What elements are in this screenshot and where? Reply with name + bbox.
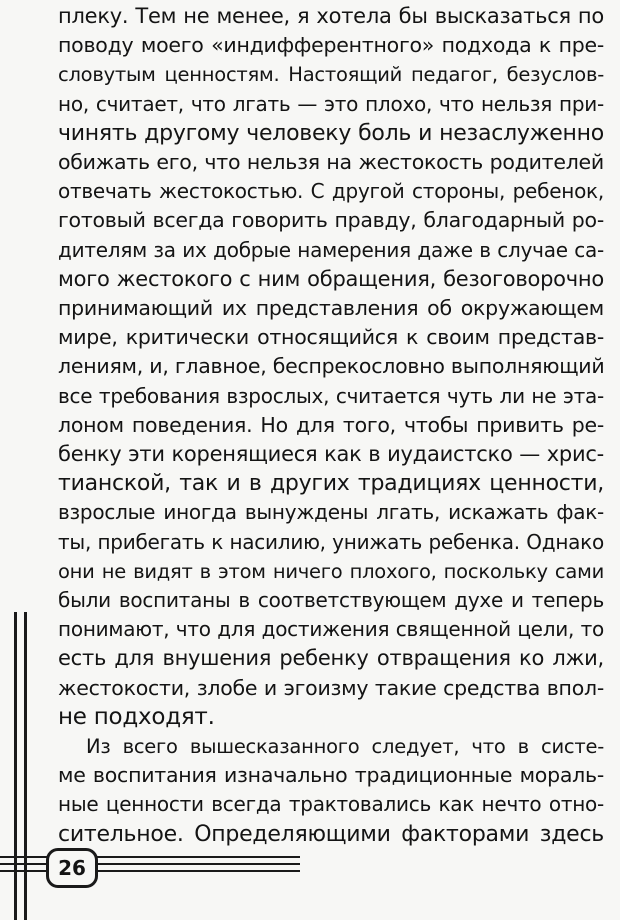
horizontal-rule xyxy=(0,870,300,872)
text-line: мого жестокого с ним обращения, безоговорочно xyxy=(58,266,604,291)
horizontal-rule xyxy=(0,856,300,858)
text-line: дителям за их добрые намерения даже в случае са- xyxy=(58,237,604,262)
text-line: есть для внушения ребенку отвращения ко лжи, xyxy=(58,646,604,671)
text-line: чинять другому человеку боль и незаслуженно xyxy=(58,120,604,146)
page-number: 26 xyxy=(58,856,86,880)
paragraph-1 xyxy=(58,2,604,732)
text-line: лениям, и, главное, беспрекословно выполняющий xyxy=(58,354,604,379)
text-line: но, считает, что лгать — это плохо, что нельзя при- xyxy=(58,91,604,116)
text-line: плеку. Тем не менее, я хотела бы высказаться по xyxy=(58,4,604,28)
text-line: взрослые иногда вынуждены лгать, искажать фак- xyxy=(58,500,604,525)
text-line: все требования взрослых, считается чуть ли не эта- xyxy=(58,383,604,408)
text-line: ты, прибегать к насилию, унижать ребенка. Однако xyxy=(58,529,604,554)
text-line: бенку эти коренящиеся как в иудаистско — хрис- xyxy=(58,442,604,467)
paragraph-2 xyxy=(58,732,604,849)
text-line: ные ценности всегда трактовались как нечто отно- xyxy=(58,792,604,817)
footer-rules xyxy=(0,852,300,878)
text-line: обижать его, что нельзя на жестокость родителей xyxy=(58,150,604,175)
text-line: они не видят в этом ничего плохого, поскольку сами xyxy=(58,559,604,583)
text-line: сительное. Определяющими факторами здесь xyxy=(58,821,604,847)
page-number-box xyxy=(46,848,98,888)
text-line: ме воспитания изначально традиционные мораль- xyxy=(58,763,604,788)
text-line: отвечать жестокостью. С другой стороны, ребенок, xyxy=(58,179,604,204)
text-line: тианской, так и в других традициях ценности, xyxy=(58,471,604,497)
text-line: мире, критически относящийся к своим представ- xyxy=(58,325,604,350)
text-line: понимают, что для достижения священной цели, то xyxy=(58,617,604,642)
text-line: словутым ценностям. Настоящий педагог, безуслов- xyxy=(58,63,604,87)
text-line: не подходят. xyxy=(58,703,215,730)
text-line: были воспитаны в соответствующем духе и теперь xyxy=(58,588,604,613)
text-line: лоном поведения. Но для того, чтобы привить ре- xyxy=(58,412,604,437)
text-line: готовый всегда говорить правду, благодарный ро- xyxy=(58,208,604,233)
text-line: жестокости, злобе и эгоизму такие средства впол- xyxy=(58,675,604,700)
text-line: поводу моего «индифферентного» подхода к пре- xyxy=(58,33,604,58)
horizontal-rule xyxy=(0,863,300,865)
text-line: Из всего вышесказанного следует, что в систе- xyxy=(86,735,604,759)
text-line: принимающий их представления об окружающем xyxy=(58,296,604,321)
body-text xyxy=(58,2,604,849)
